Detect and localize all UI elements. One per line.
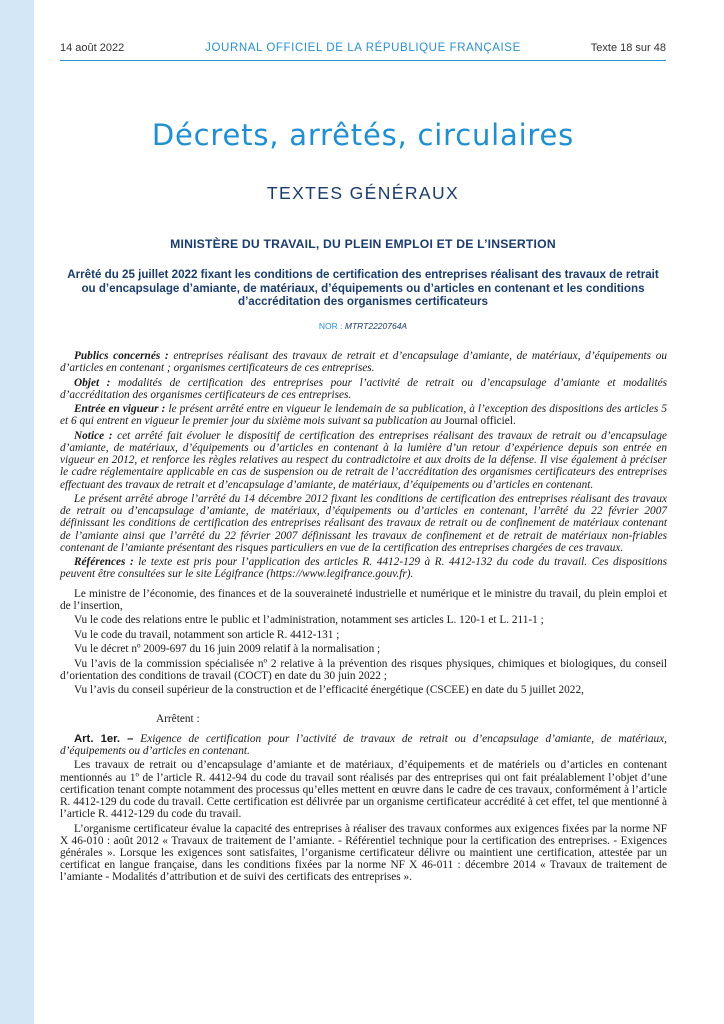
references-text: le texte est pris pour l’application des articles R. 4412-129 à R. 4412-132 du code du travail. Ces dispositions peuvent être consultées sur le site Légifrance (https://www.legifrance.gouv.fr). xyxy=(60,556,668,581)
nor-code: MTRT2220764A xyxy=(344,321,408,331)
article-1-heading xyxy=(60,733,667,757)
notice-paragraph xyxy=(60,430,667,491)
publics-label: Publics concernés : xyxy=(74,350,169,362)
header-text-counter: Texte 18 sur 48 xyxy=(590,42,666,54)
header-date: 14 août 2022 xyxy=(60,42,125,54)
entree-text: le présent arrêté entre en vigueur le lendemain de sa publication, à l’exception des dispositions des articles 5 et 6 qui entrent en vigueur le premier jour du sixième mois suivant sa publication au xyxy=(60,403,667,428)
vu-item: Vu le code des relations entre le public et l’administration, notamment ses articles L. 120-1 et L. 211-1 ; xyxy=(74,614,544,627)
section-title: Décrets, arrêtés, circulaires xyxy=(151,118,575,152)
article-1-label: Art. 1er. – xyxy=(74,732,134,745)
objet-paragraph xyxy=(60,377,667,401)
subsection-title: TEXTES GÉNÉRAUX xyxy=(266,183,460,203)
left-margin-band xyxy=(0,0,34,1024)
references-label: Références : xyxy=(74,556,134,569)
arretent-line: Arrêtent : xyxy=(156,712,200,725)
vu-item: Vu le code du travail, notamment son article R. 4412-131 ; xyxy=(74,628,340,641)
publics-paragraph xyxy=(60,350,667,374)
page-header xyxy=(60,42,666,58)
article-1-paragraph: Les travaux de retrait ou d’encapsulage d’amiante et de matériaux, d’équipements et de matériels ou d’articles en contenant mentionnés au 1º de l’article R. 4412-94 du code du travail sont réalisés par des entreprises qui ont fait préalablement l’objet d’une certification tenant compte notamment des processus qu’elles mettent en œuvre dans le cadre de ces travaux, conformément à l’article R. 4412-129 du code du travail. Cette certification est délivrée par un organisme certificateur accrédité à cet effet, tel que mentionné à l’article R. 4412-129 du code du travail. xyxy=(60,759,667,821)
vu-item: Vu l’avis du conseil supérieur de la construction et de l’efficacité énergétique (CSCEE) en date du 5 juillet 2022, xyxy=(74,684,584,697)
objet-text: modalités de certification des entreprises pour l’activité de retrait ou d’encapsulage d’amiante et modalités d’accréditation des organismes certificateurs de ces entreprises. xyxy=(60,376,668,401)
journal-officiel-ref: Journal officiel. xyxy=(444,415,516,428)
notice-block xyxy=(60,350,667,581)
preamble-intro: Le ministre de l’économie, des finances et de la souveraineté industrielle et numérique et le ministre du travail, du plein emploi et de l’insertion, xyxy=(60,587,667,612)
vu-item: Vu le décret nº 2009-697 du 16 juin 2009 relatif à la normalisation ; xyxy=(74,643,381,656)
abroge-paragraph: Le présent arrêté abroge l’arrêté du 14 décembre 2012 fixant les conditions de certification des entreprises réalisant des travaux de retrait ou d’encapsulage d’amiante, de matériaux, d’équipements ou d’articles en contenant, l’arrêté du 22 février 2007 définissant les conditions de certification des entreprises réalisant des travaux de retrait ou de confinement de matériaux contenant de l’amiante ainsi que l’arrêté du 22 février 2007 définissant les travaux de confinement et de retrait de matériaux non-friables contenant de l’amiante présentant des risques particuliers en vue de la certification des entreprises chargées de ces travaux. xyxy=(60,492,667,554)
document-body xyxy=(60,350,667,886)
notice-label: Notice : xyxy=(74,429,113,442)
ministry-heading: MINISTÈRE DU TRAVAIL, DU PLEIN EMPLOI ET DE L’INSERTION xyxy=(170,237,556,251)
entree-label: Entrée en vigueur : xyxy=(74,403,166,416)
arrete-title: Arrêté du 25 juillet 2022 fixant les conditions de certification des entreprises réalisant des travaux de retrait ou d’encapsulage d’amiante, de matériaux, d’équipements ou d’articles en contenant et les conditions d’accréditation des organismes certificateurs xyxy=(67,268,659,308)
header-divider xyxy=(60,60,666,61)
notice-text: cet arrêté fait évoluer le dispositif de certification des entreprises réalisant des travaux de retrait ou d’encapsulage d’amiante, de matériaux, d’équipements ou d’articles en contenant à la lumière d’un retour d’expérience depuis son entrée en vigueur en 2012, et renforce les règles relatives au respect du contradictoire et aux droits de la défense. Il vise également à préciser le cadre réglementaire applicable en cas de suspension ou de retrait de l’accréditation des organismes certificateurs des entreprises effectuant des travaux de retrait et d’encapsulage d’amiante, de matériaux, d’équipements ou d’articles en contenant. xyxy=(60,429,668,491)
nor-reference xyxy=(60,321,666,331)
article-1-heading-text: Exigence de certification pour l’activité de travaux de retrait ou d’encapsulage d’amiante, de matériaux, d’équipements ou d’articles en contenant. xyxy=(60,732,667,757)
publics-text: entreprises réalisant des travaux de retrait et d’encapsulage d’amiante, de matériaux, d’équipements ou d’articles en contenant ; organismes certificateurs de ces entreprises. xyxy=(60,350,668,375)
article-1-paragraph: L’organisme certificateur évalue la capacité des entreprises à réaliser des travaux conformes aux exigences fixées par la norme NF X 46-010 : août 2012 « Travaux de traitement de l’amiante. - Référentiel technique pour la certification des entreprises. - Exigences générales ». Lorsque les exigences sont satisfaites, l’organisme certificateur délivre ou maintient une certification, attestée par un certificat en langue française, dans les conditions fixées par la norme NF X 46-011 : décembre 2014 « Travaux de traitement de l’amiante - Modalités d’attribution et de suivi des certificats des entreprises ». xyxy=(60,822,667,884)
references-paragraph xyxy=(60,556,667,580)
objet-label: Objet : xyxy=(74,376,111,389)
header-journal-title: JOURNAL OFFICIEL DE LA RÉPUBLIQUE FRANÇAISE xyxy=(205,42,521,54)
nor-label: NOR : xyxy=(318,321,343,331)
vu-item: Vu l’avis de la commission spécialisée nº 2 relative à la prévention des risques physiques, chimiques et biologiques, du conseil d’orientation des conditions de travail (COCT) en date du 30 juin 2022 ; xyxy=(60,657,667,682)
entree-paragraph xyxy=(60,403,667,427)
